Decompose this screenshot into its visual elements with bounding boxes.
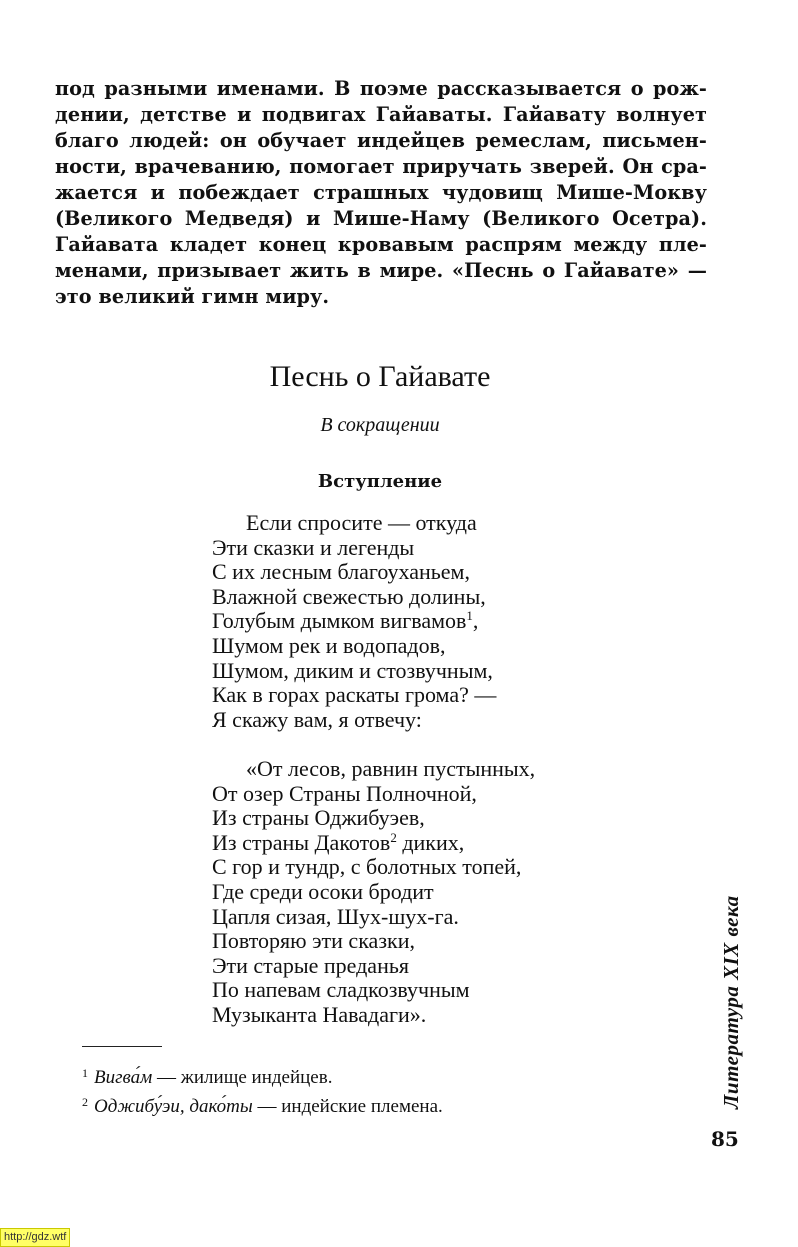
intro-paragraph [55, 76, 707, 310]
verse-line: Я скажу вам, я отвечу: [212, 706, 422, 732]
verse-line: Где среди осоки бродит [212, 878, 434, 904]
watermark-link[interactable]: http://gdz.wtf [0, 1228, 70, 1247]
verse-line: Шумом, диким и стозвучным, [212, 657, 493, 683]
poem-title: Песнь о Гайавате [269, 360, 491, 393]
verse-line-tail: диких, [396, 829, 465, 855]
poem-subtitle: В сокращении [320, 414, 440, 436]
verse-line: Цапля сизая, Шух-шух-га. [212, 903, 459, 929]
footnote-1 [82, 1061, 642, 1090]
verse-line: Шумом рек и водопадов, [212, 632, 446, 658]
verse-line [212, 609, 652, 634]
footnotes [82, 1061, 642, 1119]
verse-line: Если спросите — откуда [246, 510, 477, 535]
footnote-2 [82, 1090, 642, 1119]
verse-line: С их лесным благоуханьем, [212, 559, 470, 585]
verse-line: Из страны Оджибуэев, [212, 805, 425, 831]
verse-line: Как в горах раскаты грома? — [212, 682, 497, 708]
stanza-2 [212, 757, 652, 1028]
page-number: 85 [711, 1127, 739, 1151]
intro-line: благо людей: он обучает индейцев ремеслам, письмен- [55, 129, 707, 152]
verse-line [212, 831, 652, 856]
verse-line: Повторяю эти сказки, [212, 928, 415, 954]
verse-line: От озер Страны Полночной, [212, 780, 477, 806]
verse-line: «От лесов, равнин пустынных, [246, 756, 536, 781]
verse-line-tail: , [472, 608, 479, 634]
verse-line-text: Голубым дымком вигвамов [212, 608, 467, 634]
footnote-ref-2[interactable]: 2 [390, 829, 397, 845]
footnote-term: Вигва́м [94, 1067, 153, 1088]
verse-line: По напевам сладкозвучным [212, 977, 470, 1003]
verse-line: С гор и тундр, с болотных топей, [212, 854, 522, 880]
intro-line: ности, врачеванию, помогает приручать зверей. Он сра- [55, 155, 707, 178]
section-heading: Вступление [317, 471, 443, 492]
stanza-1 [212, 511, 652, 732]
footnote-term: Оджибу́эи, дако́ты [94, 1096, 253, 1117]
footnote-text: — индейские племена. [252, 1096, 443, 1117]
intro-line: дении, детстве и подвигах Гайаваты. Гайавату волнует [55, 103, 707, 126]
footnote-mark: 2 [82, 1095, 88, 1109]
footnote-divider [82, 1046, 162, 1047]
verse-line: Эти старые преданья [212, 952, 410, 978]
footnote-ref-1[interactable]: 1 [466, 608, 473, 624]
intro-line: это великий гимн миру. [55, 285, 330, 308]
verse-line: Влажной свежестью долины, [212, 583, 486, 609]
footnote-text: — жилище индейцев. [152, 1067, 333, 1088]
intro-line: Гайавата кладет конец кровавым распрям между пле- [55, 233, 707, 256]
intro-line: под разными именами. В поэме рассказывается о рож- [55, 77, 707, 100]
verse-line: Эти сказки и легенды [212, 534, 415, 560]
intro-line: менами, призывает жить в мире. «Песнь о Гайавате» — [55, 259, 707, 282]
intro-line: жается и побеждает страшных чудовищ Мише-Мокву [55, 181, 707, 204]
footnote-mark: 1 [82, 1066, 88, 1080]
intro-line: (Великого Медведя) и Мише-Наму (Великого Осетра). [55, 207, 707, 230]
side-running-title: Литература XIX века [719, 895, 743, 1109]
verse-line: Музыканта Навадаги». [212, 1001, 427, 1027]
verse-line-text: Из страны Дакотов [212, 829, 391, 855]
